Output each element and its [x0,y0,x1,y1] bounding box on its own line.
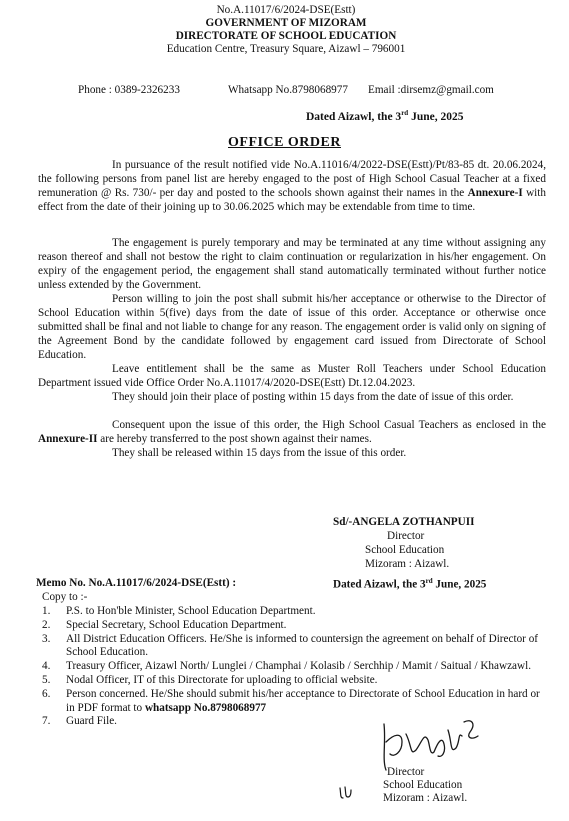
paragraph-acceptance: Person willing to join the post shall submit his/her acceptance or otherwise to the Director of School Education within 5(five) days from the date of issue of this order. Acceptance or otherwise once submitted shall be final and not liable to change for any reason. The engagement order is valid only on signing of the Agreement Bond by the candidate followed by engagement card issued from Directorate of School Education. [38,293,546,362]
paragraph-transfer: Consequent upon the issue of this order, the High School Casual Teachers as enclosed in the Annexure-II are hereby transferred to the post shown against their names. [38,419,546,446]
signatory-designation: Director [387,530,425,542]
paragraph-temporary: The engagement is purely temporary and may be terminated at any time without assigning any reason thereof and shall not bestow the right to claim continuation or regularization in his/her engagement. On expiry of the engagement period, the engagement shall stand automatically terminated without further notice unless extended by the Government. [38,237,546,292]
signatory-block [333,515,474,571]
paragraph-leave: Leave entitlement shall be the same as Muster Roll Teachers under School Education Department issued vide Office Order No.A.11017/4/2020-DSE(Estt) Dt.12.04.2023. [38,363,546,390]
list-item: 3. All District Education Officers. He/She is informed to countersign the agreement on behalf of Director of School Education. [42,632,539,659]
footer-designation: Director [387,766,425,778]
footer-place: Mizoram : Aizawl. [383,792,468,804]
paragraph-joining: They should join their place of posting within 15 days from the date of issue of this order. [112,391,514,403]
list-item: 1. P.S. to Hon'ble Minister, School Education Department. [42,605,316,617]
list-item: 6. Person concerned. He/She should submit his/her acceptance to Directorate of School Education in hard or in PDF format to whatsapp No.8798068977 [42,687,540,714]
order-date: Dated Aizawl, the 3rd June, 2025 [306,109,464,123]
memo-date: Dated Aizawl, the 3rd June, 2025 [333,577,487,591]
initial-mark [337,784,357,802]
annexure-2-ref: Annexure-II [38,433,98,446]
list-item: 5. Nodal Officer, IT of this Directorate for uploading to official website. [42,673,378,686]
copy-to-list [42,605,542,729]
footer-signatory [383,766,467,805]
whatsapp-number-bold: whatsapp No.8798068977 [144,701,267,714]
directorate-name: DIRECTORATE OF SCHOOL EDUCATION [175,30,397,42]
phone-number: Phone : 0389-2326233 [78,84,180,96]
signatory-place: Mizoram : Aizawl. [365,558,450,570]
list-item: 7. Guard File. [42,715,117,728]
whatsapp-number: Whatsapp No.8798068977 [228,84,348,96]
government-name: GOVERNMENT OF MIZORAM [205,17,367,29]
footer-office: School Education [383,779,463,791]
signatory-name: Sd/-ANGELA ZOTHANPUII [333,516,475,528]
email-address: Email :dirsemz@gmail.com [368,84,494,96]
copy-to-label: Copy to :- [42,591,88,603]
memo-number: Memo No. No.A.11017/6/2024-DSE(Estt) : [36,577,237,589]
list-item: 4. Treasury Officer, Aizawl North/ Lunglei / Champhai / Kolasib / Serchhip / Mamit / Saitual / Khawzawl. [42,660,531,673]
office-address: Education Centre, Treasury Square, Aizawl – 796001 [166,43,406,55]
paragraph-release: They shall be released within 15 days from the issue of this order. [112,447,407,459]
signatory-office: School Education [365,544,445,556]
list-item: 2. Special Secretary, School Education Department. [42,618,287,631]
letterhead [86,4,486,56]
reference-number: No.A.11017/6/2024-DSE(Estt) [216,4,356,16]
annexure-1-ref: Annexure-I [467,187,523,200]
paragraph-engagement: In pursuance of the result notified vide No.A.11016/4/2022-DSE(Estt)/Pt/83-85 dt. 20.06.2024, the following persons from panel list are hereby engaged to the post of High School Casual Teacher at a fixed remuneration @ Rs. 730/- per day and posted to the schools shown against their names in the Annexure-I with effect from the date of their joining up to 30.06.2025 which may be extendable from time to time. [38,159,546,214]
document-title: OFFICE ORDER [228,135,341,150]
